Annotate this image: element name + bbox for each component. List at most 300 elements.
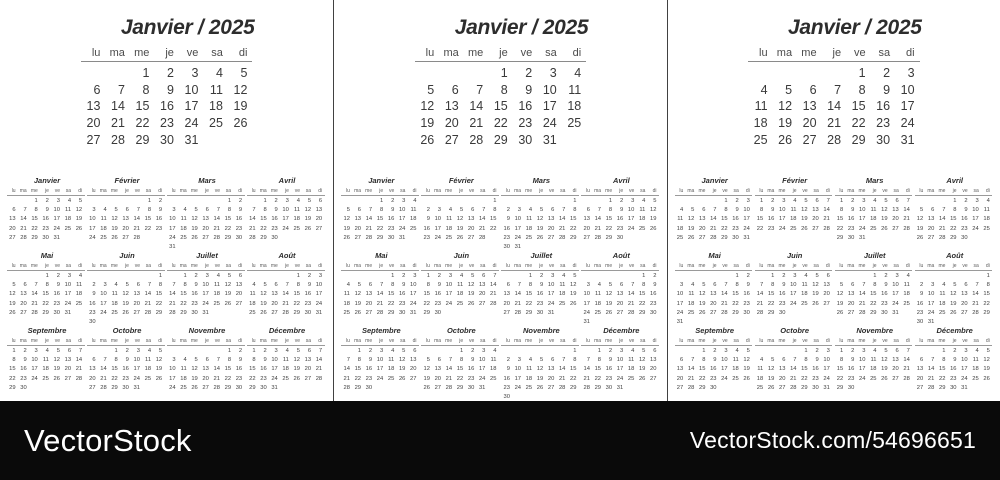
mini-date-cell: 3 [56,197,60,204]
mini-date-cell: 16 [605,366,613,373]
mini-date-cell: 30 [20,384,27,391]
mini-date-cell: 1 [608,197,613,204]
mini-day-header: ma [354,262,362,269]
mini-date-cell: 14 [213,366,220,373]
mini-date-cell: 20 [892,216,899,223]
mini-date-cell: 3 [551,272,555,279]
mini-date-cell: 1 [840,197,844,204]
mini-date-cell: 2 [851,197,855,204]
mini-day-header: me [365,262,373,269]
date-cell: 12 [233,82,248,97]
mini-month-title: Février [782,175,808,185]
week-row [748,82,920,99]
mini-date-cell: 17 [478,366,486,373]
mini-date-cell: 22 [144,225,152,232]
mini-day-header: je [284,187,289,194]
mini-day-header: sa [225,262,232,269]
mini-date-cell: 10 [169,216,176,223]
mini-date-cell: 12 [343,216,350,223]
week-row [675,205,755,214]
week-row [341,355,421,364]
mini-day-header: sa [400,337,406,344]
mini-date-cell: 11 [903,281,910,288]
mini-date-cell: 2 [158,197,163,204]
mini-date-cell: 27 [823,300,830,307]
mini-date-cell: 13 [410,356,417,363]
mini-date-cell: 14 [365,216,373,223]
mini-date-cell: 25 [293,225,300,232]
mini-date-cell: 1 [263,197,267,204]
mini-month-title: Novembre [522,325,560,335]
mini-day-header: ve [549,337,555,344]
week-row [835,365,915,374]
mini-day-header: lu [759,187,764,194]
mini-day-header: me [778,337,786,344]
mini-date-cell: 17 [315,291,323,298]
mini-date-cell: 9 [619,206,624,213]
mini-date-cell: 14 [445,366,453,373]
mini-date-cell: 31 [133,384,140,391]
mini-date-cell: 1 [227,347,232,354]
mini-date-cell: 21 [687,375,695,382]
mini-day-header: lu [506,262,510,269]
day-header-row [421,188,501,194]
week-row [501,290,581,299]
mini-day-header: ma [514,262,522,269]
mini-day-header: di [238,337,243,344]
mini-month [581,174,661,249]
mini-date-cell: 18 [938,300,946,307]
main-calendar [415,47,587,148]
mini-date-cell: 14 [558,366,566,373]
mini-date-cell: 30 [616,234,624,241]
mini-date-cell: 10 [972,206,979,213]
mini-day-header: je [952,337,957,344]
mini-date-cell: 15 [570,366,577,373]
mini-date-cell: 28 [558,384,566,391]
mini-date-cell: 13 [202,216,209,223]
mini-date-cell: 20 [847,300,855,307]
week-row [501,383,581,392]
mini-date-cell: 22 [180,300,187,307]
mini-month [341,174,421,249]
mini-date-cell: 10 [616,356,624,363]
mini-date-cell: 20 [235,291,243,298]
mini-date-cell: 30 [950,384,957,391]
mini-date-cell: 19 [191,225,198,232]
date-cell: 14 [827,99,842,114]
date-cell: 10 [542,82,557,97]
mini-date-cell: 17 [790,291,797,298]
mini-month [167,249,247,324]
mini-day-header: me [110,337,118,344]
day-header-row [835,338,915,344]
mini-date-cell: 23 [467,375,475,382]
mini-date-cell: 5 [56,347,60,354]
mini-date-cell: 30 [365,384,373,391]
mini-day-header: ma [687,337,695,344]
week-row [167,280,247,289]
mini-date-cell: 16 [961,216,968,223]
mini-month [7,324,87,399]
mini-date-cell: 8 [158,281,163,288]
mini-date-cell: 23 [503,384,510,391]
mini-day-header: di [158,187,163,194]
mini-date-cell: 7 [906,347,910,354]
mini-date-cell: 23 [235,225,243,232]
mini-date-cell: 15 [721,216,728,223]
mini-day-header: lu [251,337,256,344]
mini-day-header: me [698,262,706,269]
mini-date-cell: 27 [271,309,278,316]
mini-month-title: Novembre [188,325,226,335]
week-row [501,308,581,317]
day-header-row [501,263,581,269]
mini-day-header: ve [802,262,808,269]
mini-date-cell: 3 [285,197,289,204]
mini-date-cell: 2 [125,347,129,354]
mini-date-cell: 20 [271,300,278,307]
mini-date-cell: 30 [304,309,312,316]
week-row [167,346,247,355]
mini-date-cell: 13 [315,206,323,213]
mini-date-cell: 20 [20,300,27,307]
date-cell: 4 [215,66,223,81]
week-row [247,205,327,214]
mini-date-cell: 2 [391,197,395,204]
mini-date-cell: 25 [64,225,72,232]
mini-date-cell: 18 [870,366,877,373]
mini-day-header: lu [839,187,844,194]
mini-date-cell: 3 [402,197,406,204]
mini-date-cell: 18 [687,300,695,307]
week-row [415,65,587,82]
mini-date-cell: 24 [202,300,209,307]
mini-date-cell: 14 [249,216,256,223]
mini-date-cell: 9 [506,366,510,373]
mini-date-cell: 19 [650,216,657,223]
week-row [421,355,501,364]
mini-date-cell: 4 [528,206,533,213]
mini-date-cell: 9 [735,206,739,213]
mini-date-cell: 1 [493,197,497,204]
mini-date-cell: 5 [642,347,646,354]
mini-date-cell: 9 [608,356,613,363]
mini-date-cell: 24 [89,234,96,241]
mini-date-cell: 1 [724,197,728,204]
mini-day-header: lu [586,337,590,344]
mini-date-cell: 6 [931,206,935,213]
mini-date-cell: 5 [840,281,844,288]
week-row [7,196,87,205]
mini-date-cell: 3 [274,347,278,354]
mini-date-cell: 2 [608,347,613,354]
mini-day-header: me [525,262,533,269]
mini-date-cell: 6 [238,272,243,279]
mini-date-cell: 21 [213,375,220,382]
week-row [675,383,755,392]
mini-date-cell: 25 [801,300,808,307]
mini-date-cell: 15 [570,216,577,223]
mini-date-cell: 17 [743,216,750,223]
week-row [675,365,755,374]
mini-day-header: lu [426,187,430,194]
main-calendar-title: Janvier / 2025 [788,16,922,39]
week-row [675,215,755,224]
mini-day-header: di [158,337,163,344]
mini-date-cell: 22 [224,375,232,382]
week-row [501,299,581,308]
date-cell: 28 [111,132,125,147]
mini-date-cell: 22 [756,225,764,232]
mini-date-cell: 20 [64,366,72,373]
mini-date-cell: 20 [202,375,209,382]
mini-date-cell: 24 [100,309,107,316]
mini-day-header: je [539,187,544,194]
mini-date-cell: 8 [263,206,267,213]
mini-date-cell: 20 [927,225,935,232]
mini-date-cell: 10 [100,291,107,298]
day-header: sa [878,47,891,59]
mini-date-cell: 2 [920,281,924,288]
mini-date-cell: 23 [812,375,819,382]
mini-day-header: di [652,187,657,194]
mini-date-cell: 12 [698,291,706,298]
mini-date-cell: 2 [713,347,717,354]
mini-date-cell: 4 [114,281,118,288]
week-row [87,355,167,364]
mini-date-cell: 5 [12,281,16,288]
mini-date-cell: 29 [376,234,384,241]
mini-day-header: je [379,262,384,269]
week-row [341,290,421,299]
mini-date-cell: 30 [650,309,657,316]
mini-date-cell: 26 [398,375,406,382]
mini-day-header: je [284,337,289,344]
week-row [415,115,587,132]
mini-date-cell: 27 [122,234,129,241]
mini-date-cell: 9 [56,281,60,288]
mini-date-cell: 27 [434,384,442,391]
mini-date-cell: 16 [365,366,373,373]
mini-month [835,324,915,399]
mini-date-cell: 26 [191,234,198,241]
mini-date-cell: 17 [892,291,899,298]
mini-date-cell: 16 [536,291,544,298]
mini-date-cell: 6 [680,356,684,363]
mini-date-cell: 24 [778,225,786,232]
mini-date-cell: 4 [252,281,256,288]
week-row [7,205,87,214]
mini-date-cell: 26 [293,375,300,382]
mini-date-cell: 26 [53,375,60,382]
mini-day-header: di [745,337,750,344]
mini-date-cell: 12 [260,291,267,298]
mini-date-cell: 13 [892,206,899,213]
mini-day-header: sa [65,262,72,269]
mini-day-header: di [905,187,910,194]
mini-date-cell: 16 [650,291,657,298]
date-cell: 4 [760,82,768,97]
mini-date-cell: 29 [767,309,775,316]
week-row [87,365,167,374]
mini-date-cell: 14 [169,291,176,298]
mini-day-header: ma [179,337,187,344]
mini-date-cell: 24 [676,309,684,316]
mini-date-cell: 22 [732,300,739,307]
mini-date-cell: 11 [293,206,300,213]
mini-date-cell: 20 [315,216,323,223]
mini-date-cell: 8 [379,206,384,213]
mini-date-cell: 5 [804,197,808,204]
mini-date-cell: 1 [573,347,577,354]
mini-date-cell: 7 [172,281,176,288]
mini-date-cell: 23 [398,300,406,307]
mini-date-cell: 7 [713,206,717,213]
day-header-row [755,188,835,194]
week-row [341,346,421,355]
mini-date-cell: 24 [927,309,935,316]
mini-date-cell: 4 [413,197,417,204]
mini-date-cell: 25 [870,225,877,232]
mini-day-header: sa [973,262,979,269]
mini-date-cell: 22 [801,375,808,382]
mini-date-cell: 11 [490,356,497,363]
mini-month [915,324,995,399]
date-cell: 18 [209,99,223,114]
week-row [87,374,167,383]
mini-date-cell: 7 [586,356,590,363]
mini-day-header: ma [259,187,267,194]
mini-date-cell: 30 [881,309,888,316]
mini-date-cell: 13 [89,366,96,373]
mini-date-cell: 21 [756,300,764,307]
mini-date-cell: 26 [467,300,475,307]
week-row [675,374,755,383]
mini-date-cell: 18 [870,216,877,223]
mini-date-cell: 23 [42,225,49,232]
week-row [421,374,501,383]
mini-date-cell: 28 [133,234,140,241]
week-row [835,205,915,214]
mini-date-cell: 11 [526,366,533,373]
mini-date-cell: 10 [514,216,522,223]
week-row [915,280,995,289]
mini-date-cell: 30 [778,309,786,316]
mini-date-cell: 22 [260,225,267,232]
week-row [755,271,835,280]
mini-date-cell: 30 [503,394,510,399]
mini-date-cell: 28 [343,384,350,391]
mini-date-cell: 12 [767,366,775,373]
mini-date-cell: 20 [478,291,486,298]
mini-day-header: me [938,337,946,344]
mini-date-cell: 5 [691,206,695,213]
mini-date-cell: 11 [388,356,395,363]
mini-month-title: Mars [198,175,216,185]
mini-date-cell: 30 [605,384,613,391]
week-row [675,233,755,242]
day-header-rule [748,61,920,62]
week-row [835,233,915,242]
mini-day-header: ve [549,187,555,194]
mini-month [87,324,167,399]
date-cell: 14 [111,99,125,114]
mini-date-cell: 8 [597,356,602,363]
mini-date-cell: 17 [858,366,866,373]
mini-date-cell: 15 [698,366,706,373]
mini-date-cell: 6 [851,281,855,288]
mini-day-header: me [445,337,453,344]
mini-date-cell: 28 [927,384,935,391]
mini-month-title: Août [278,250,296,260]
mini-date-cell: 10 [627,206,635,213]
mini-date-cell: 24 [514,384,522,391]
mini-date-cell: 26 [698,309,706,316]
mini-date-cell: 30 [847,384,855,391]
mini-month-title: Avril [612,175,630,185]
mini-date-cell: 27 [20,309,27,316]
mini-date-cell: 30 [732,234,739,241]
week-row [581,365,661,374]
mini-day-header: me [778,187,786,194]
mini-date-cell: 6 [368,281,373,288]
mini-date-cell: 28 [365,234,373,241]
mini-date-cell: 22 [155,300,163,307]
week-row [835,383,915,392]
week-row [87,215,167,224]
mini-date-cell: 14 [721,291,728,298]
mini-month-title: Février [114,175,140,185]
mini-date-cell: 4 [873,197,877,204]
mini-date-cell: 10 [31,356,38,363]
mini-day-header: sa [893,262,899,269]
mini-date-cell: 1 [252,347,256,354]
mini-date-cell: 11 [343,291,350,298]
mini-day-header: je [284,262,289,269]
mini-date-cell: 21 [903,216,910,223]
mini-date-cell: 23 [20,375,27,382]
mini-date-cell: 15 [224,216,232,223]
mini-date-cell: 13 [916,366,924,373]
date-cell: 24 [900,116,915,131]
mini-date-cell: 1 [379,197,384,204]
mini-day-header: me [270,337,278,344]
mini-date-cell: 23 [191,300,198,307]
main-calendar [81,47,253,148]
mini-date-cell: 3 [318,272,323,279]
mini-date-cell: 14 [133,216,140,223]
mini-date-cell: 27 [676,384,684,391]
week-row [87,383,167,392]
mini-date-cell: 24 [376,375,384,382]
mini-date-cell: 5 [471,272,475,279]
mini-day-header: je [712,262,717,269]
mini-date-cell: 5 [459,206,464,213]
week-row [341,196,421,205]
mini-date-cell: 12 [687,216,695,223]
mini-date-cell: 16 [847,366,855,373]
mini-date-cell: 25 [676,234,684,241]
year-overview [0,174,333,399]
mini-date-cell: 3 [92,206,96,213]
mini-day-header: di [492,337,497,344]
mini-date-cell: 9 [23,356,27,363]
mini-date-cell: 3 [931,281,935,288]
mini-date-cell: 9 [391,206,395,213]
mini-date-cell: 2 [307,272,312,279]
mini-date-cell: 14 [903,356,910,363]
